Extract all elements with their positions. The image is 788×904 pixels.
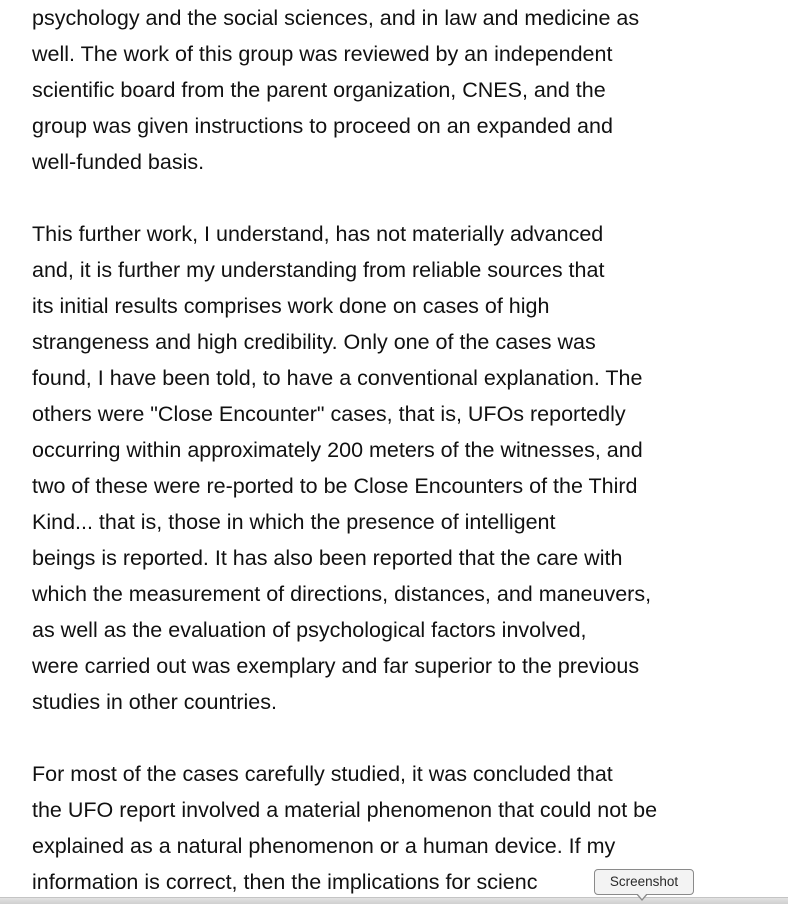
text-line: its initial results comprises work done on cases of high	[32, 294, 550, 318]
text-line: two of these were re-ported to be Close Encounters of the Third	[32, 474, 638, 498]
document-text	[32, 0, 772, 900]
text-line: were carried out was exemplary and far superior to the previous	[32, 654, 640, 678]
paragraph-gap	[32, 720, 772, 756]
text-line: This further work, I understand, has not materially advanced	[32, 222, 604, 246]
text-line: others were "Close Encounter" cases, that is, UFOs reportedly	[32, 402, 626, 426]
window-bottom-edge	[0, 897, 788, 904]
text-line: explained as a natural phenomenon or a human device. If my	[32, 834, 616, 858]
text-line: and, it is further my understanding from reliable sources that	[32, 258, 605, 282]
paragraph-2	[32, 216, 772, 720]
text-line: the UFO report involved a material phenomenon that could not be	[32, 798, 658, 822]
paragraph-gap	[32, 180, 772, 216]
text-line: well-funded basis.	[32, 150, 205, 174]
text-line: beings is reported. It has also been reported that the care with	[32, 546, 623, 570]
text-line: well. The work of this group was reviewed by an independent	[32, 42, 613, 66]
text-line: For most of the cases carefully studied, it was concluded that	[32, 762, 613, 786]
screenshot-tooltip: Screenshot	[594, 869, 694, 895]
tooltip-pointer-fill	[637, 893, 647, 899]
text-line: group was given instructions to proceed on an expanded and	[32, 114, 613, 138]
text-line: which the measurement of directions, distances, and maneuvers,	[32, 582, 652, 606]
text-line: as well as the evaluation of psychological factors involved,	[32, 618, 587, 642]
text-line: strangeness and high credibility. Only one of the cases was	[32, 330, 596, 354]
text-line: occurring within approximately 200 meters of the witnesses, and	[32, 438, 643, 462]
text-line: scientific board from the parent organization, CNES, and the	[32, 78, 606, 102]
text-line: Kind... that is, those in which the presence of intelligent	[32, 510, 556, 534]
text-line: psychology and the social sciences, and in law and medicine as	[32, 6, 640, 30]
text-line: found, I have been told, to have a conventional explanation. The	[32, 366, 643, 390]
text-line: information is correct, then the implications for scienc	[32, 870, 538, 894]
paragraph-1	[32, 0, 772, 180]
text-line: studies in other countries.	[32, 690, 277, 714]
